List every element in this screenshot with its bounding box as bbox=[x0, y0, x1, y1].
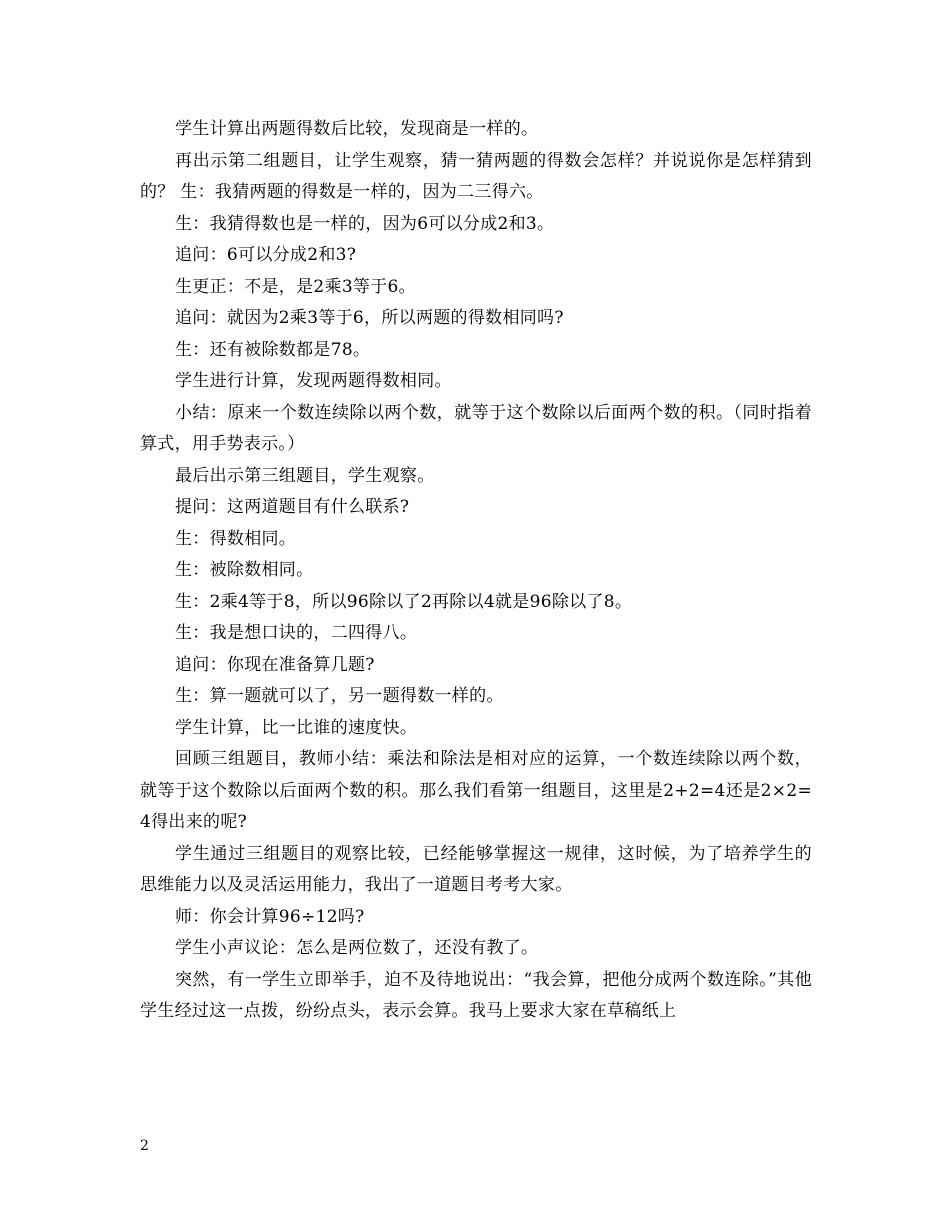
paragraph: 小结：原来一个数连续除以两个数，就等于这个数除以后面两个数的积。（同时指着算式，用手势表示。） bbox=[140, 402, 812, 454]
paragraph: 追问：6可以分成2和3? bbox=[175, 245, 357, 265]
paragraph: 生：2乘4等于8，所以96除以了2再除以4就是96除以了8。 bbox=[175, 591, 633, 612]
paragraph: 追问：就因为2乘3等于6，所以两题的得数相同吗? bbox=[175, 308, 564, 328]
paragraph: 最后出示第三组题目，学生观察。 bbox=[175, 465, 435, 486]
page-number: 2 bbox=[140, 1138, 149, 1154]
paragraph: 提问：这两道题目有什么联系? bbox=[175, 497, 410, 517]
paragraph: 学生通过三组题目的观察比较，已经能够掌握这一规律，这时候，为了培养学生的思维能力以及灵活运用能力，我出了一道题目考考大家。 bbox=[140, 843, 812, 895]
paragraph: 生：算一题就可以了，另一题得数一样的。 bbox=[175, 686, 504, 706]
paragraph: 再出示第二组题目，让学生观察，猜一猜两题的得数会怎样？并说说你是怎样猜到的？ 生：我猜两题的得数是一样的，因为二三得六。 bbox=[140, 150, 812, 202]
paragraph: 回顾三组题目，教师小结：乘法和除法是相对应的运算，一个数连续除以两个数，就等于这个数除以后面两个数的积。那么我们看第一组题目，这里是2+2=4还是2×2=4得出来的呢? bbox=[140, 749, 812, 832]
paragraph: 生：我是想口诀的，二四得八。 bbox=[175, 623, 418, 643]
paragraph: 生更正：不是，是2乘3等于6。 bbox=[175, 276, 416, 297]
paragraph: 追问：你现在准备算几题? bbox=[175, 654, 375, 675]
paragraph: 生：得数相同。 bbox=[175, 528, 297, 549]
paragraph: 生：被除数相同。 bbox=[175, 560, 314, 580]
paragraph: 学生计算出两题得数后比较，发现商是一样的。 bbox=[175, 119, 539, 139]
paragraph: 生：还有被除数都是78。 bbox=[175, 339, 371, 360]
paragraph: 学生小声议论：怎么是两位数了，还没有教了。 bbox=[175, 938, 539, 958]
paragraph: 生：我猜得数也是一样的，因为6可以分成2和3。 bbox=[175, 213, 555, 234]
paragraph: 突然，有一学生立即举手，迫不及待地说出：“我会算，把他分成两个数连除。”其他学生经过这一点拨，纷纷点头，表示会算。我马上要求大家在草稿纸上 bbox=[140, 969, 812, 1021]
paragraph: 学生进行计算，发现两题得数相同。 bbox=[175, 371, 452, 391]
paragraph: 学生计算，比一比谁的速度快。 bbox=[175, 717, 418, 738]
document-body bbox=[140, 114, 812, 1028]
paragraph: 师：你会计算96÷12吗? bbox=[175, 906, 365, 927]
